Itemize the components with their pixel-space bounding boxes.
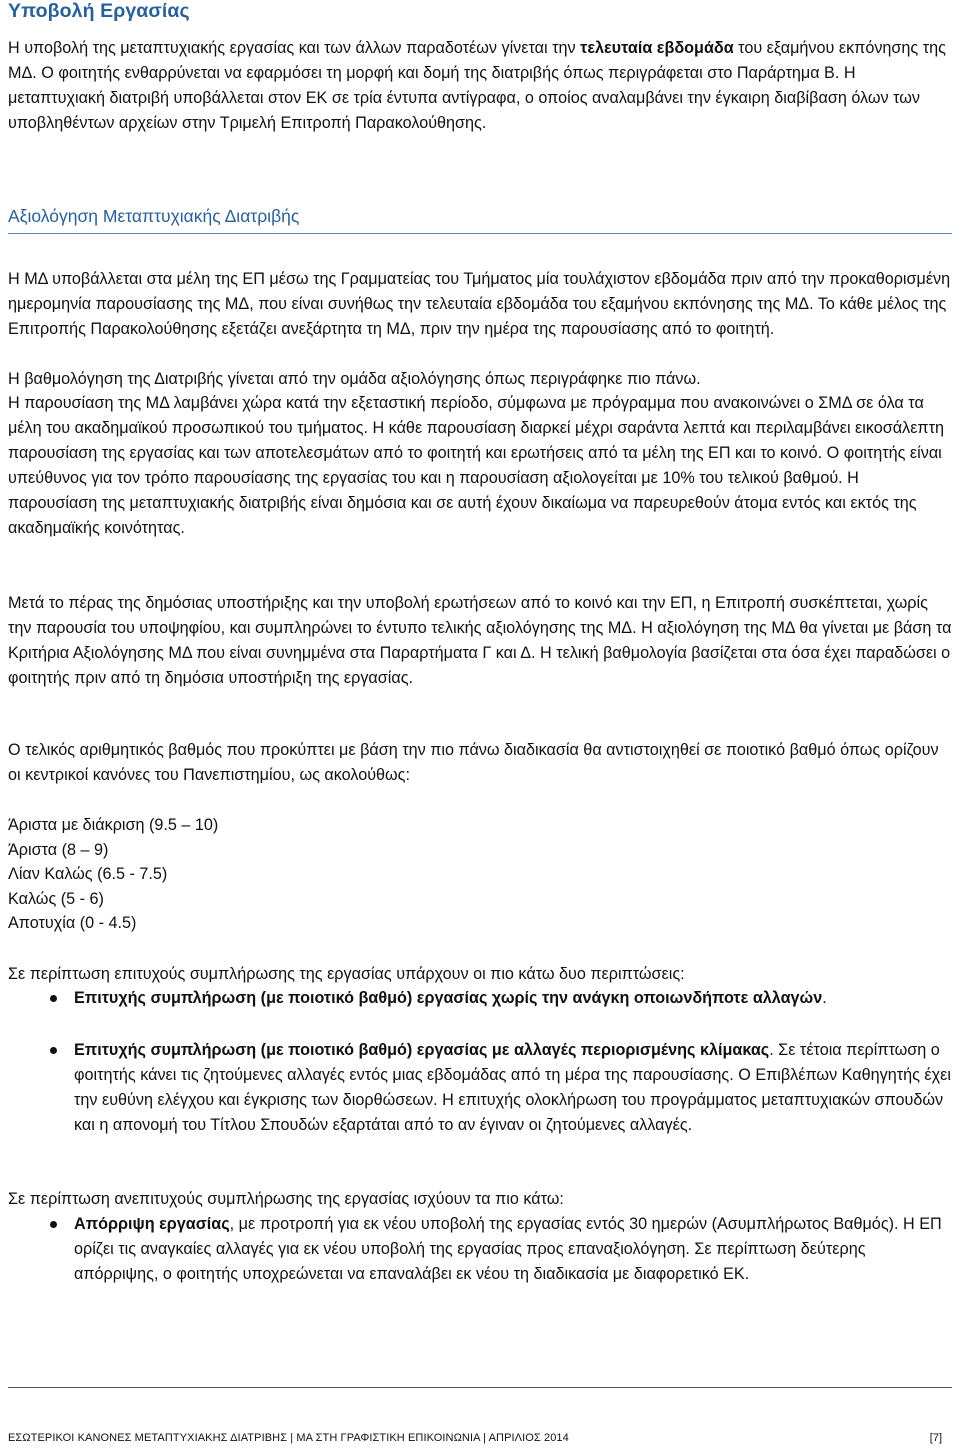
submission-text-part-2: του εξαμήνου εκπόνησης της ΜΔ. Ο φοιτητής ενθαρρύνεται να εφαρμόσει τη μορφή και δομή της διατριβής όπως περιγράφεται στο Παράρτημα Β. Η μεταπτυχιακή διατριβή υποβάλλεται στον ΕΚ σε τρία έντυπα αντίγραφα, ο οποίος αναλαμβάνει την έγκαιρη διαβίβαση όλων των υποβληθέντων αρχείων στην Τριμελή Επιτροπή Παρακολούθησης. xyxy=(8,39,946,132)
bullet-icon xyxy=(50,1221,57,1228)
list-item xyxy=(8,1212,952,1287)
evaluation-paragraph-1: Η ΜΔ υποβάλλεται στα μέλη της ΕΠ μέσω της Γραμματείας του Τμήματος μία τουλάχιστον εβδομάδα πριν από την προκαθορισμένη ημερομηνία παρουσίασης της ΜΔ, που είναι συνήθως την τελευταία εβδομάδα του εξαμήνου εκπόνησης της ΜΔ. Το κάθε μέλος της Επιτροπής Παρακολούθησης εξετάζει ανεξάρτητα τη ΜΔ, πριν την ημέρα της παρουσίασης από το φοιτητή. xyxy=(8,270,951,338)
evaluation-paragraph-5: Ο τελικός αριθμητικός βαθμός που προκύπτει με βάση την πιο πάνω διαδικασία θα αντιστοιχηθεί σε ποιοτικό βαθμό όπως ορίζουν οι κεντρικοί κανόνες του Πανεπιστημίου, ως ακολούθως: xyxy=(8,741,939,784)
footer-divider xyxy=(8,1387,952,1388)
grade-item: Λίαν Καλώς (6.5 - 7.5) xyxy=(8,865,168,883)
success-bullet-list xyxy=(8,986,952,1011)
grade-item: Άριστα με διάκριση (9.5 – 10) xyxy=(8,816,219,834)
list-item xyxy=(8,1038,952,1138)
grade-item: Καλώς (5 - 6) xyxy=(8,890,104,908)
section-title-submission: Υποβολή Εργασίας xyxy=(8,0,190,22)
success-case-2-text: . Σε τέτοια περίπτωση ο φοιτητής κάνει τις ζητούμενες αλλαγές εντός μιας εβδομάδας από τη μέρα της παρουσίασης. Ο Επιβλέπων Καθηγητής έχει την ευθύνη ελέγχου και έγκρισης των διορθώσεων. Η επιτυχής ολοκλήρωση του προγράμματος μεταπτυχιακών σπουδών και η απονομή του Τίτλου Σπουδών εξαρτάται από το αν έγιναν οι ζητούμενες αλλαγές. xyxy=(74,1041,951,1134)
success-bullet-list-2 xyxy=(8,1038,952,1138)
grade-item: Αποτυχία (0 - 4.5) xyxy=(8,914,137,932)
bullet-icon xyxy=(50,1047,57,1054)
fail-intro: Σε περίπτωση ανεπιτυχούς συμπλήρωσης της εργασίας ισχύουν τα πιο κάτω: xyxy=(8,1190,564,1208)
evaluation-paragraph-3: Η παρουσίαση της ΜΔ λαμβάνει χώρα κατά την εξεταστική περίοδο, σύμφωνα με πρόγραμμα που ανακοινώνει ο ΣΜΔ σε όλα τα μέλη του ακαδημαϊκού προσωπικού του τμήματος. Η κάθε παρουσίαση διαρκεί μέχρι σαράντα λεπτά και περιλαμβάνει εικοσάλεπτη παρουσίαση της εργασίας και των αποτελεσμάτων από το φοιτητή και ερωτήσεις από τα μέλη της ΕΠ και το κοινό. Ο φοιτητής είναι υπεύθυνος για τον τρόπο παρουσίασης της εργασίας του και η παρουσίαση αξιολογείται με 10% του τελικού βαθμού. Η παρουσίαση της μεταπτυχιακής διατριβής είναι δημόσια και σε αυτή έχουν δικαίωμα να παρευρεθούν άτομα εντός και εκτός της ακαδημαϊκής κοινότητας. xyxy=(8,394,944,537)
submission-text-part-1: Η υποβολή της μεταπτυχιακής εργασίας και των άλλων παραδοτέων γίνεται την xyxy=(8,39,581,57)
fail-case-1-title: Απόρριψη εργασίας xyxy=(74,1215,230,1233)
heading-underline xyxy=(8,233,952,234)
submission-text-bold: τελευταία εβδομάδα xyxy=(580,39,734,57)
page-number: [7] xyxy=(929,1432,942,1444)
success-case-2-title: Επιτυχής συμπλήρωση (με ποιοτικό βαθμό) εργασίας με αλλαγές περιορισμένης κλίμακας xyxy=(74,1041,770,1059)
evaluation-paragraph-4: Μετά το πέρας της δημόσιας υποστήριξης και την υποβολή ερωτήσεων από το κοινό και την ΕΠ, η Επιτροπή συσκέπτεται, χωρίς την παρουσία του υποψηφίου, και συμπληρώνει το έντυπο τελικής αξιολόγησης της ΜΔ. Η αξιολόγηση της ΜΔ θα γίνεται με βάση τα Κριτήρια Αξιολόγησης ΜΔ που είναι συνημμένα στα Παραρτήματα Γ και Δ. Η τελική βαθμολογία βασίζεται στα όσα έχει παραδώσει ο φοιτητής πριν από τη δημόσια υποστήριξη της εργασίας. xyxy=(8,594,952,687)
success-case-1-end: . xyxy=(822,989,827,1007)
list-item xyxy=(8,986,952,1011)
success-intro: Σε περίπτωση επιτυχούς συμπλήρωσης της εργασίας υπάρχουν οι πιο κάτω δυο περιπτώσεις: xyxy=(8,965,685,983)
fail-bullet-list xyxy=(8,1212,952,1287)
success-case-1-title: Επιτυχής συμπλήρωση (με ποιοτικό βαθμό) εργασίας χωρίς την ανάγκη οποιωνδήποτε αλλαγών xyxy=(74,989,823,1007)
footer-text: ΕΣΩΤΕΡΙΚΟΙ ΚΑΝΟΝΕΣ ΜΕΤΑΠΤΥΧΙΑΚΗΣ ΔΙΑΤΡΙΒΗΣ | ΜΑ ΣΤΗ ΓΡΑΦΙΣΤΙΚΗ ΕΠΙΚΟΙΝΩΝΙΑ | ΑΠΡΙΛΙΟΣ 2014 xyxy=(8,1432,569,1444)
fail-case-1-text: , με προτροπή για εκ νέου υποβολή της εργασίας εντός 30 ημερών (Ασυμπλήρωτος Βαθμός). Η ΕΠ ορίζει τις αναγκαίες αλλαγές για εκ νέου υποβολή της εργασίας προς επαναξιολόγηση. Σε περίπτωση δεύτερης απόρριψης, ο φοιτητής υποχρεώνεται να επαναλάβει εκ νέου τη διαδικασία με διαφορετικό ΕΚ. xyxy=(74,1215,942,1283)
submission-paragraph xyxy=(8,36,952,136)
section-title-evaluation: Αξιολόγηση Μεταπτυχιακής Διατριβής xyxy=(8,206,300,226)
grade-item: Άριστα (8 – 9) xyxy=(8,841,109,859)
bullet-icon xyxy=(50,995,57,1002)
evaluation-paragraph-2: Η βαθμολόγηση της Διατριβής γίνεται από την ομάδα αξιολόγησης όπως περιγράφηκε πιο πάνω. xyxy=(8,370,701,388)
